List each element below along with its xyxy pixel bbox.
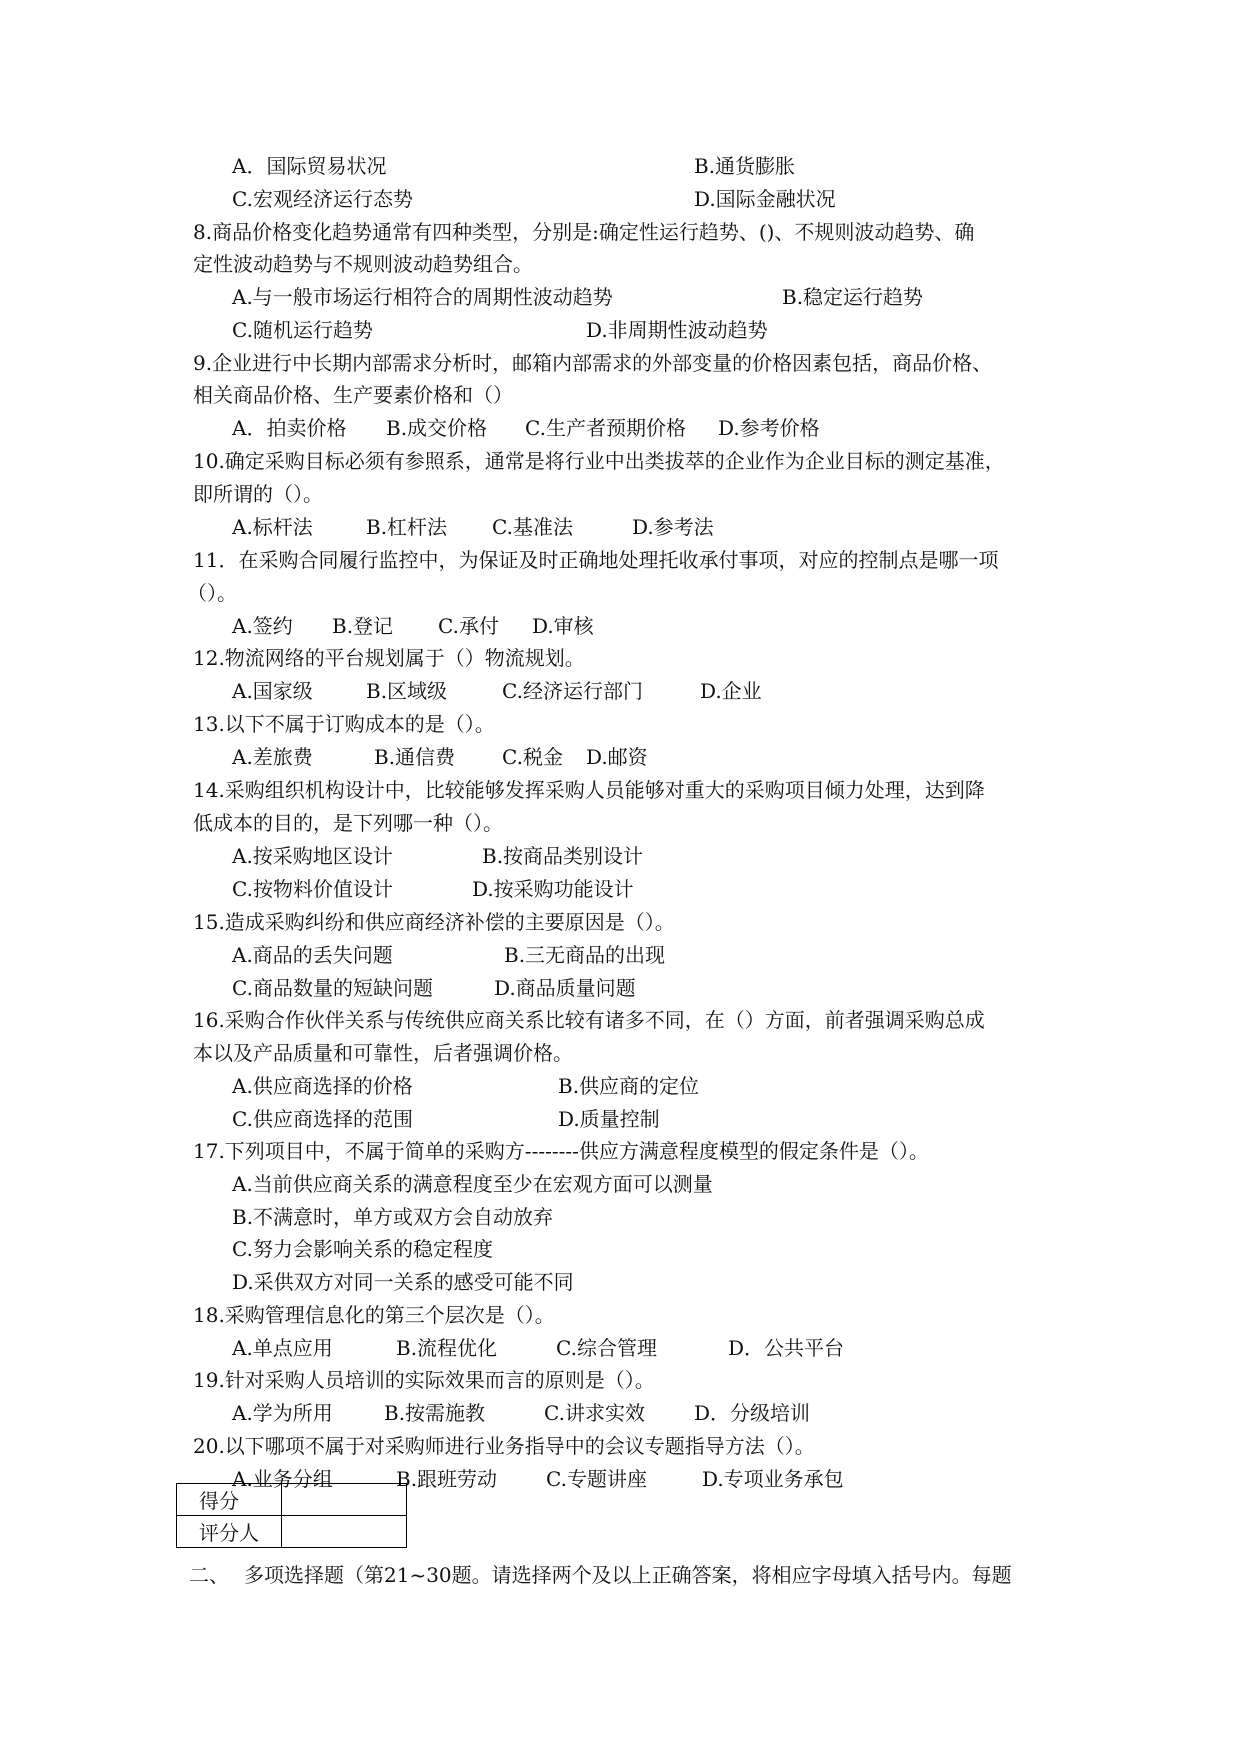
question-15-option-c: C.商品数量的短缺问题 [232, 976, 433, 1000]
question-18-option-b: B.流程优化 [396, 1336, 498, 1360]
question-18-option-a: A.单点应用 [232, 1336, 333, 1360]
section-2-heading: 多项选择题（第21~30题。请选择两个及以上正确答案，将相应字母填入括号内。每题 [244, 1563, 1012, 1587]
question-7-option-b: B.通货膨胀 [694, 154, 796, 178]
question-18-option-c: C.综合管理 [556, 1336, 657, 1360]
question-9-stem-line-2: 相关商品价格、生产要素价格和（） [193, 383, 513, 407]
question-11-option-b: B.登记 [332, 614, 394, 638]
grader-row [177, 1516, 407, 1548]
score-value-cell[interactable] [282, 1484, 407, 1516]
question-14-option-c: C.按物料价值设计 [232, 877, 393, 901]
question-17-option-c: C.努力会影响关系的稳定程度 [232, 1237, 493, 1261]
question-15-option-d: D.商品质量问题 [494, 976, 636, 1000]
question-8-option-b: B.稳定运行趋势 [782, 285, 924, 309]
question-15-option-a: A.商品的丢失问题 [232, 943, 393, 967]
question-12-option-a: A.国家级 [232, 679, 313, 703]
question-15-stem: 15.造成采购纠纷和供应商经济补偿的主要原因是（）。 [193, 910, 675, 934]
question-19-option-d: D．分级培训 [694, 1401, 811, 1425]
score-row [177, 1484, 407, 1516]
question-14-option-a: A.按采购地区设计 [232, 844, 393, 868]
question-14-stem-line-1: 14.采购组织机构设计中，比较能够发挥采购人员能够对重大的采购项目倾力处理，达到降 [193, 778, 985, 802]
question-9-option-c: C.生产者预期价格 [525, 416, 686, 440]
question-20-stem: 20.以下哪项不属于对采购师进行业务指导中的会议专题指导方法（）。 [193, 1434, 815, 1458]
question-11-option-c: C.承付 [438, 614, 499, 638]
question-10-option-b: B.杠杆法 [366, 515, 448, 539]
question-15-option-b: B.三无商品的出现 [504, 943, 666, 967]
question-12-stem: 12.物流网络的平台规划属于（）物流规划。 [193, 646, 585, 670]
question-12-option-b: B.区域级 [366, 679, 448, 703]
question-18-stem: 18.采购管理信息化的第三个层次是（）。 [193, 1303, 555, 1327]
question-7-option-d: D.国际金融状况 [694, 187, 836, 211]
question-8-option-c: C.随机运行趋势 [232, 318, 373, 342]
score-table [176, 1483, 407, 1548]
question-12-option-c: C.经济运行部门 [502, 679, 643, 703]
question-19-option-c: C.讲求实效 [544, 1401, 645, 1425]
question-14-option-d: D.按采购功能设计 [472, 877, 634, 901]
question-7-option-a: A．国际贸易状况 [232, 154, 387, 178]
question-16-stem-line-1: 16.采购合作伙伴关系与传统供应商关系比较有诸多不同，在（）方面，前者强调采购总成 [193, 1008, 985, 1032]
question-16-stem-line-2: 本以及产品质量和可靠性，后者强调价格。 [193, 1041, 573, 1065]
question-14-stem-line-2: 低成本的目的，是下列哪一种（）。 [193, 811, 503, 835]
score-label: 得分 [177, 1484, 282, 1516]
question-16-option-a: A.供应商选择的价格 [232, 1074, 413, 1098]
question-13-option-d: D.邮资 [586, 745, 648, 769]
section-2-number: 二、 [189, 1563, 229, 1587]
question-9-stem-line-1: 9.企业进行中长期内部需求分析时，邮箱内部需求的外部变量的价格因素包括，商品价格、 [193, 351, 993, 375]
question-10-option-c: C.基准法 [492, 515, 573, 539]
question-8-stem-line-1: 8.商品价格变化趋势通常有四种类型，分别是:确定性运行趋势、()、不规则波动趋势、确 [193, 220, 975, 244]
question-10-option-d: D.参考法 [632, 515, 714, 539]
question-11-stem-line-1: 11．在采购合同履行监控中，为保证及时正确地处理托收承付事项，对应的控制点是哪一项 [193, 548, 999, 572]
question-17-stem: 17.下列项目中，不属于简单的采购方--------供应方满意程度模型的假定条件是（）。 [193, 1139, 929, 1163]
question-20-option-a: A.业务分组 [232, 1467, 333, 1491]
question-11-stem-line-2: （）。 [187, 581, 237, 605]
question-13-option-b: B.通信费 [374, 745, 456, 769]
question-14-option-b: B.按商品类别设计 [482, 844, 644, 868]
question-13-option-a: A.差旅费 [232, 745, 313, 769]
question-16-option-d: D.质量控制 [558, 1107, 660, 1131]
question-8-option-d: D.非周期性波动趋势 [586, 318, 768, 342]
question-16-option-b: B.供应商的定位 [558, 1074, 700, 1098]
grader-label: 评分人 [177, 1516, 282, 1548]
question-20-option-d: D.专项业务承包 [702, 1467, 844, 1491]
question-19-stem: 19.针对采购人员培训的实际效果而言的原则是（）。 [193, 1368, 655, 1392]
question-11-option-d: D.审核 [532, 614, 594, 638]
question-20-option-c: C.专题讲座 [546, 1467, 647, 1491]
question-17-option-b: B.不满意时，单方或双方会自动放弃 [232, 1205, 554, 1229]
question-10-option-a: A.标杆法 [232, 515, 313, 539]
question-17-option-a: A.当前供应商关系的满意程度至少在宏观方面可以测量 [232, 1172, 713, 1196]
question-8-stem-line-2: 定性波动趋势与不规则波动趋势组合。 [193, 252, 533, 276]
question-12-option-d: D.企业 [700, 679, 762, 703]
question-9-option-a: A．拍卖价格 [232, 416, 347, 440]
question-10-stem-line-2: 即所谓的（）。 [193, 482, 323, 506]
question-19-option-b: B.按需施教 [384, 1401, 486, 1425]
question-10-stem-line-1: 10.确定采购目标必须有参照系，通常是将行业中出类拔萃的企业作为企业目标的测定基准， [193, 449, 1005, 473]
question-17-option-d: D.采供双方对同一关系的感受可能不同 [232, 1270, 574, 1294]
grader-value-cell[interactable] [282, 1516, 407, 1548]
question-16-option-c: C.供应商选择的范围 [232, 1107, 413, 1131]
question-7-option-c: C.宏观经济运行态势 [232, 187, 413, 211]
question-13-option-c: C.税金 [502, 745, 563, 769]
question-8-option-a: A.与一般市场运行相符合的周期性波动趋势 [232, 285, 613, 309]
question-20-option-b: B.跟班劳动 [396, 1467, 498, 1491]
question-9-option-d: D.参考价格 [718, 416, 820, 440]
question-13-stem: 13.以下不属于订购成本的是（）。 [193, 712, 495, 736]
question-11-option-a: A.签约 [232, 614, 293, 638]
question-18-option-d: D．公共平台 [728, 1336, 845, 1360]
question-19-option-a: A.学为所用 [232, 1401, 333, 1425]
question-9-option-b: B.成交价格 [386, 416, 488, 440]
